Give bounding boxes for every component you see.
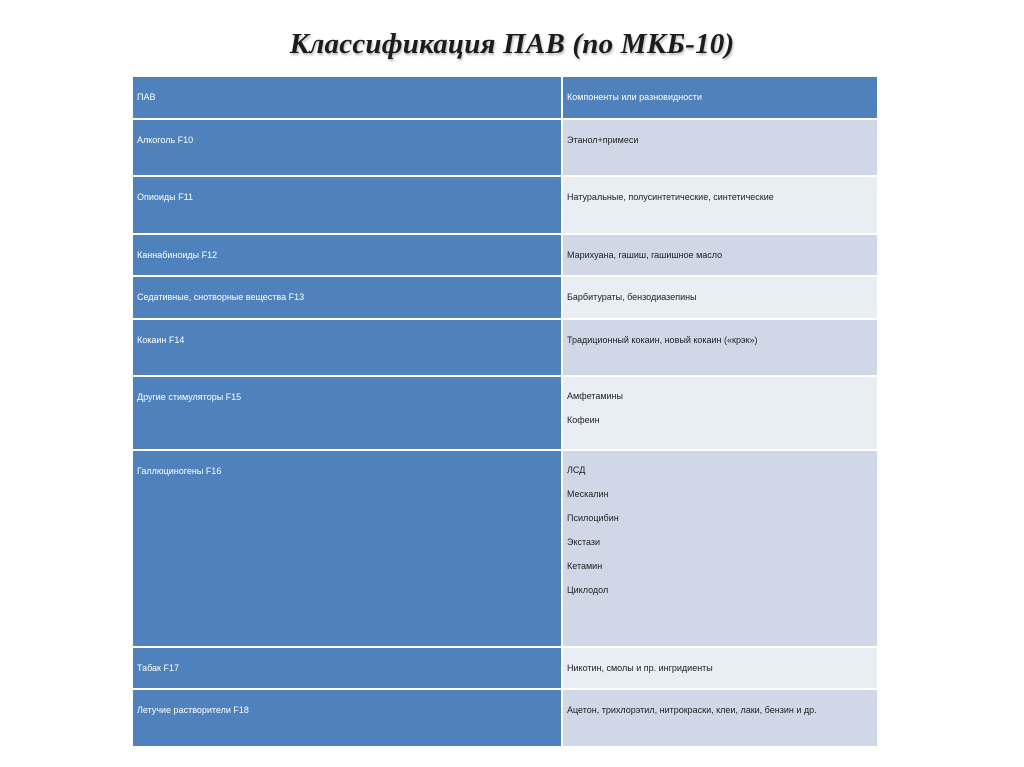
substance-cell: Опиоиды F11 <box>132 176 562 234</box>
table-row <box>132 689 878 747</box>
component-item: Псилоцибин <box>567 513 619 523</box>
table-row <box>132 450 878 647</box>
substance-cell: Галлюциногены F16 <box>132 450 562 647</box>
table-row <box>132 376 878 450</box>
components-cell: Этанол+примеси <box>562 119 878 176</box>
substance-cell: Алкоголь F10 <box>132 119 562 176</box>
substance-cell: Другие стимуляторы F15 <box>132 376 562 450</box>
substance-cell: Табак F17 <box>132 647 562 689</box>
components-cell: Барбитураты, бензодиазепины <box>562 276 878 319</box>
components-cell <box>562 376 878 450</box>
header-substance: ПАВ <box>132 76 562 119</box>
header-components: Компоненты или разновидности <box>562 76 878 119</box>
table-row <box>132 119 878 176</box>
component-item: Кетамин <box>567 561 603 571</box>
component-item: Экстази <box>567 537 601 547</box>
substance-cell: Каннабиноиды F12 <box>132 234 562 276</box>
components-cell: Традиционный кокаин, новый кокаин («крэк») <box>562 319 878 376</box>
substance-cell: Летучие растворители F18 <box>132 689 562 747</box>
substance-cell: Седативные, снотворные вещества F13 <box>132 276 562 319</box>
components-cell: Ацетон, трихлорэтил, нитрокраски, клеи, лаки, бензин и др. <box>562 689 878 747</box>
substance-cell: Кокаин F14 <box>132 319 562 376</box>
table-row <box>132 276 878 319</box>
table-row <box>132 234 878 276</box>
table-row <box>132 647 878 689</box>
component-item: Циклодол <box>567 585 609 595</box>
classification-table <box>131 75 877 748</box>
table-row <box>132 319 878 376</box>
components-cell: Натуральные, полусинтетические, синтетические <box>562 176 878 234</box>
components-cell <box>562 450 878 647</box>
components-cell: Марихуана, гашиш, гашишное масло <box>562 234 878 276</box>
table-header-row <box>132 76 878 119</box>
component-item: ЛСД <box>567 465 586 475</box>
component-item: Мескалин <box>567 489 609 499</box>
component-item: Кофеин <box>567 415 600 425</box>
components-cell: Никотин, смолы и пр. ингридиенты <box>562 647 878 689</box>
slide-title: Классификация ПАВ (по МКБ-10) <box>289 28 735 60</box>
component-item: Амфетамины <box>567 391 623 401</box>
table-row <box>132 176 878 234</box>
